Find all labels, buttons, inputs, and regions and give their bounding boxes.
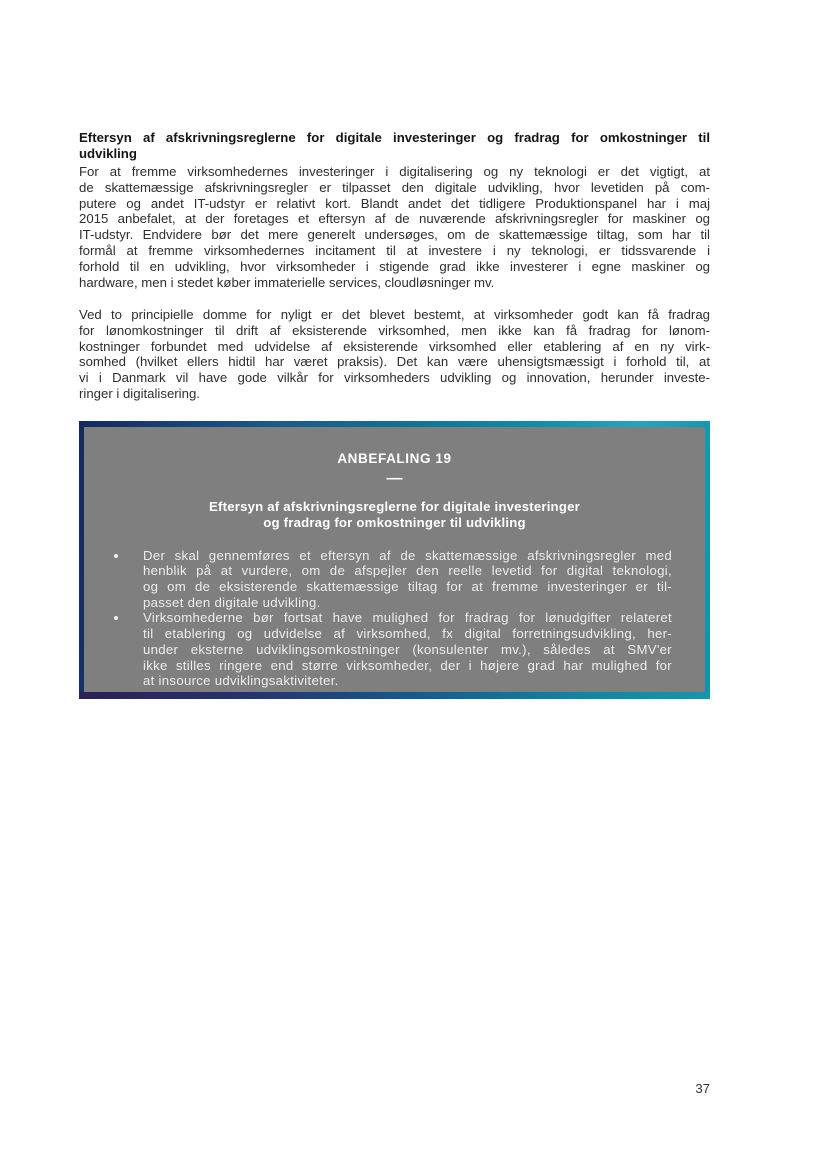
body-paragraph-2 [79,307,710,402]
list-item [117,548,672,611]
divider-line: — [386,470,403,487]
text-line: hardware, men i stedet køber immaterielle services, cloudløsninger mv. [79,274,495,290]
bullet-icon [114,554,118,558]
text-line: For at fremme virksomhedernes investeringer i digitalisering og ny teknologi er det vigtigt, at [79,164,710,179]
subtitle-line-1: Eftersyn af afskrivningsreglerne for digitale investeringer [209,499,580,514]
text-line: og om de eksisterende skattemæssige tiltag for at fremme investeringer er til- [143,579,672,594]
list-item [117,610,672,689]
text-line: ikke stilles ringere end større virksomheder, der i højere grad har mulighed for [143,657,672,673]
recommendation-subtitle [117,499,672,531]
text-line: Virksomhederne bør fortsat have mulighed for fradrag for lønudgifter relateret [143,610,672,626]
text-line: passet den digitale udvikling. [143,594,321,610]
bullet-text [143,610,672,689]
recommendation-box-content [84,427,705,692]
text-line: putere og andet IT-udstyr er relativt kort. Blandt andet det tidligere Produktionspanel har i maj [79,195,710,211]
text-line: IT-udstyr. Endvidere bør det mere generelt undersøges, om de skattemæssige tiltag, som har til [79,227,710,243]
text-line: somhed (hvilket ellers hidtil har været praksis). Det kan være uhensigtsmæssigt i forhold til, at [79,354,710,370]
text-line: forhold til en udvikling, hvor virksomheder i stigende grad ikke investerer i egne maskiner og [79,258,710,274]
text-line: til etablering og udvidelse af virksomhed, fx digital forretningsudvikling, her- [143,626,672,642]
bullet-icon [114,616,118,620]
text-line: de skattemæssige afskrivningsregler er tilpasset den digitale udvikling, hvor levetiden på com- [79,179,710,195]
recommendation-bullet-list [117,548,672,689]
bullet-text [143,548,672,611]
recommendation-title: ANBEFALING 19 [337,451,452,466]
text-line: Eftersyn af afskrivningsreglerne for digitale investeringer og fradrag for omkostninger til [79,130,710,145]
text-line: vi i Danmark vil have gode vilkår for virksomheders udvikling og innovation, herunder investe- [79,370,710,386]
text-line: kostninger forbundet med udvidelse af eksisterende virksomhed eller etablering af en ny virk- [79,338,710,354]
text-line: formål at fremme virksomhedernes incitament til at investere i ny teknologi, er tidssvarende i [79,242,710,258]
text-line: henblik på at vurdere, om de afspejler den reelle levetid for digital teknologi, [143,563,672,579]
text-line: udvikling [79,145,137,161]
page-number: 37 [695,1081,710,1096]
text-line: ringer i digitalisering. [79,385,200,401]
section-heading [79,130,710,162]
text-line: for lønomkostninger til drift af eksisterende virksomhed, men ikke kan få fradrag for lønom- [79,322,710,338]
subtitle-line-2: og fradrag for omkostninger til udvikling [263,514,526,530]
text-line: under eksterne udviklingsomkostninger (konsulenter mv.), således at SMV'er [143,641,672,657]
text-line: Ved to principielle domme for nyligt er det blevet bestemt, at virksomheder godt kan få fradrag [79,307,710,322]
recommendation-box [79,421,710,699]
text-line: Der skal gennemføres et eftersyn af de skattemæssige afskrivningsregler med [143,547,672,563]
text-line: at insource udviklingsaktiviteter. [143,673,339,689]
body-paragraph-1 [79,164,710,290]
text-line: 2015 anbefalet, at der foretages et eftersyn af de nuværende afskrivningsregler for maskiner og [79,211,710,227]
